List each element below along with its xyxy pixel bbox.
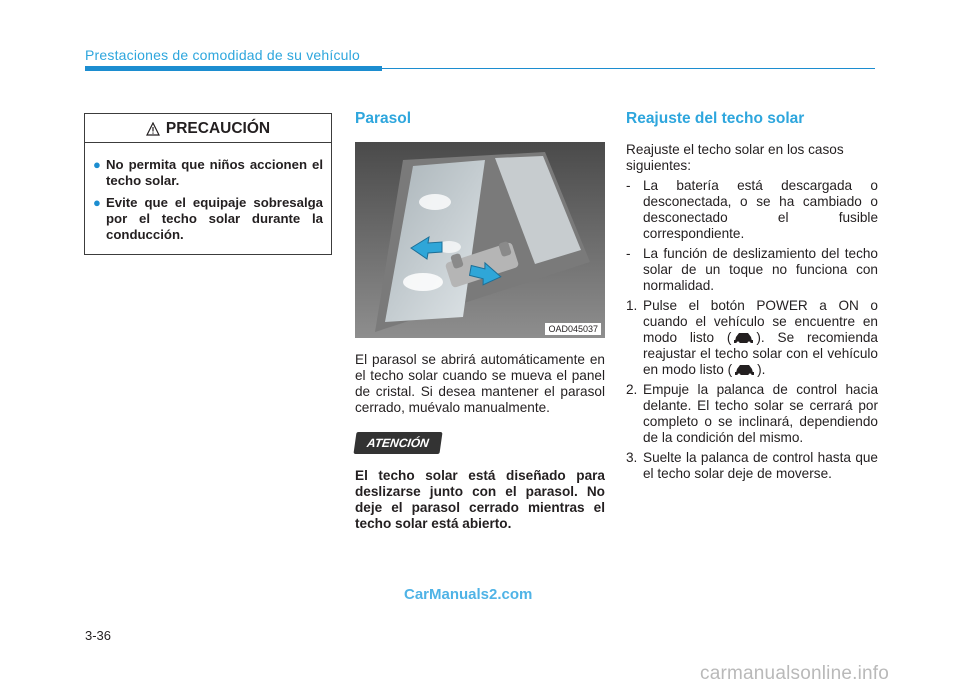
list-item: ● No permita que niños accionen el techo solar. (93, 157, 323, 188)
footer-watermark: carmanualsonline.info (700, 663, 890, 684)
reset-intro: Reajuste el techo solar en los casos siguientes: (626, 142, 844, 173)
page-number: 3-36 (85, 628, 112, 643)
sunroof-photo (355, 142, 605, 338)
reset-cases (626, 178, 878, 482)
caution-list (91, 157, 323, 249)
caution-header (85, 114, 331, 143)
ready-car-icon (733, 331, 754, 345)
header-divider (382, 68, 875, 69)
caution-box (84, 113, 332, 255)
list-item: 1. Pulse el botón POWER a ON o cuando el vehículo se encuentre en modo listo ( ). Se recomienda reajustar el techo solar con el vehículo en modo listo ( ). (626, 298, 878, 377)
warning-icon (146, 122, 160, 136)
list-item: 3. Suelte la palanca de control hasta que el techo solar deje de moverse. (626, 450, 878, 481)
sunroof-illustration (355, 142, 605, 338)
list-item: ● Evite que el equipaje sobresalga por el techo solar durante la conducción. (93, 195, 323, 242)
header-accent-bar (85, 66, 382, 71)
reset-section (626, 110, 878, 486)
bullet-icon: ● (93, 195, 101, 210)
reset-title: Reajuste del techo solar (626, 110, 805, 127)
parasol-title: Parasol (355, 110, 412, 127)
bullet-icon: ● (93, 157, 101, 172)
notice-text: El techo solar está diseñado para deslizarse junto con el parasol. No deje el parasol cerrado mientras el techo solar está abierto. (355, 468, 605, 531)
list-item: - La batería está descargada o desconectada, o se ha cambiado o desconectado el fusible correspondiente. (626, 178, 878, 241)
watermark-link[interactable]: CarManuals2.com (404, 586, 533, 603)
caution-title: PRECAUCIÓN (165, 120, 271, 137)
list-item: 2. Empuje la palanca de control hacia delante. El techo solar se cerrará por completo o se inclinará, dependiendo de la condición del mismo. (626, 382, 878, 445)
parasol-section (355, 110, 605, 532)
parasol-paragraph: El parasol se abrirá automáticamente en el techo solar cuando se mueva el panel de cristal. Si desea mantener el parasol cerrado, muévalo manualmente. (355, 352, 605, 415)
ready-car-icon (734, 363, 755, 377)
list-item: - La función de deslizamiento del techo solar de un toque no funciona con normalidad. (626, 246, 878, 293)
image-code: OAD045037 (545, 323, 601, 335)
notice-badge: ATENCIÓN (353, 432, 442, 454)
section-title: Prestaciones de comodidad de su vehículo (85, 47, 360, 63)
